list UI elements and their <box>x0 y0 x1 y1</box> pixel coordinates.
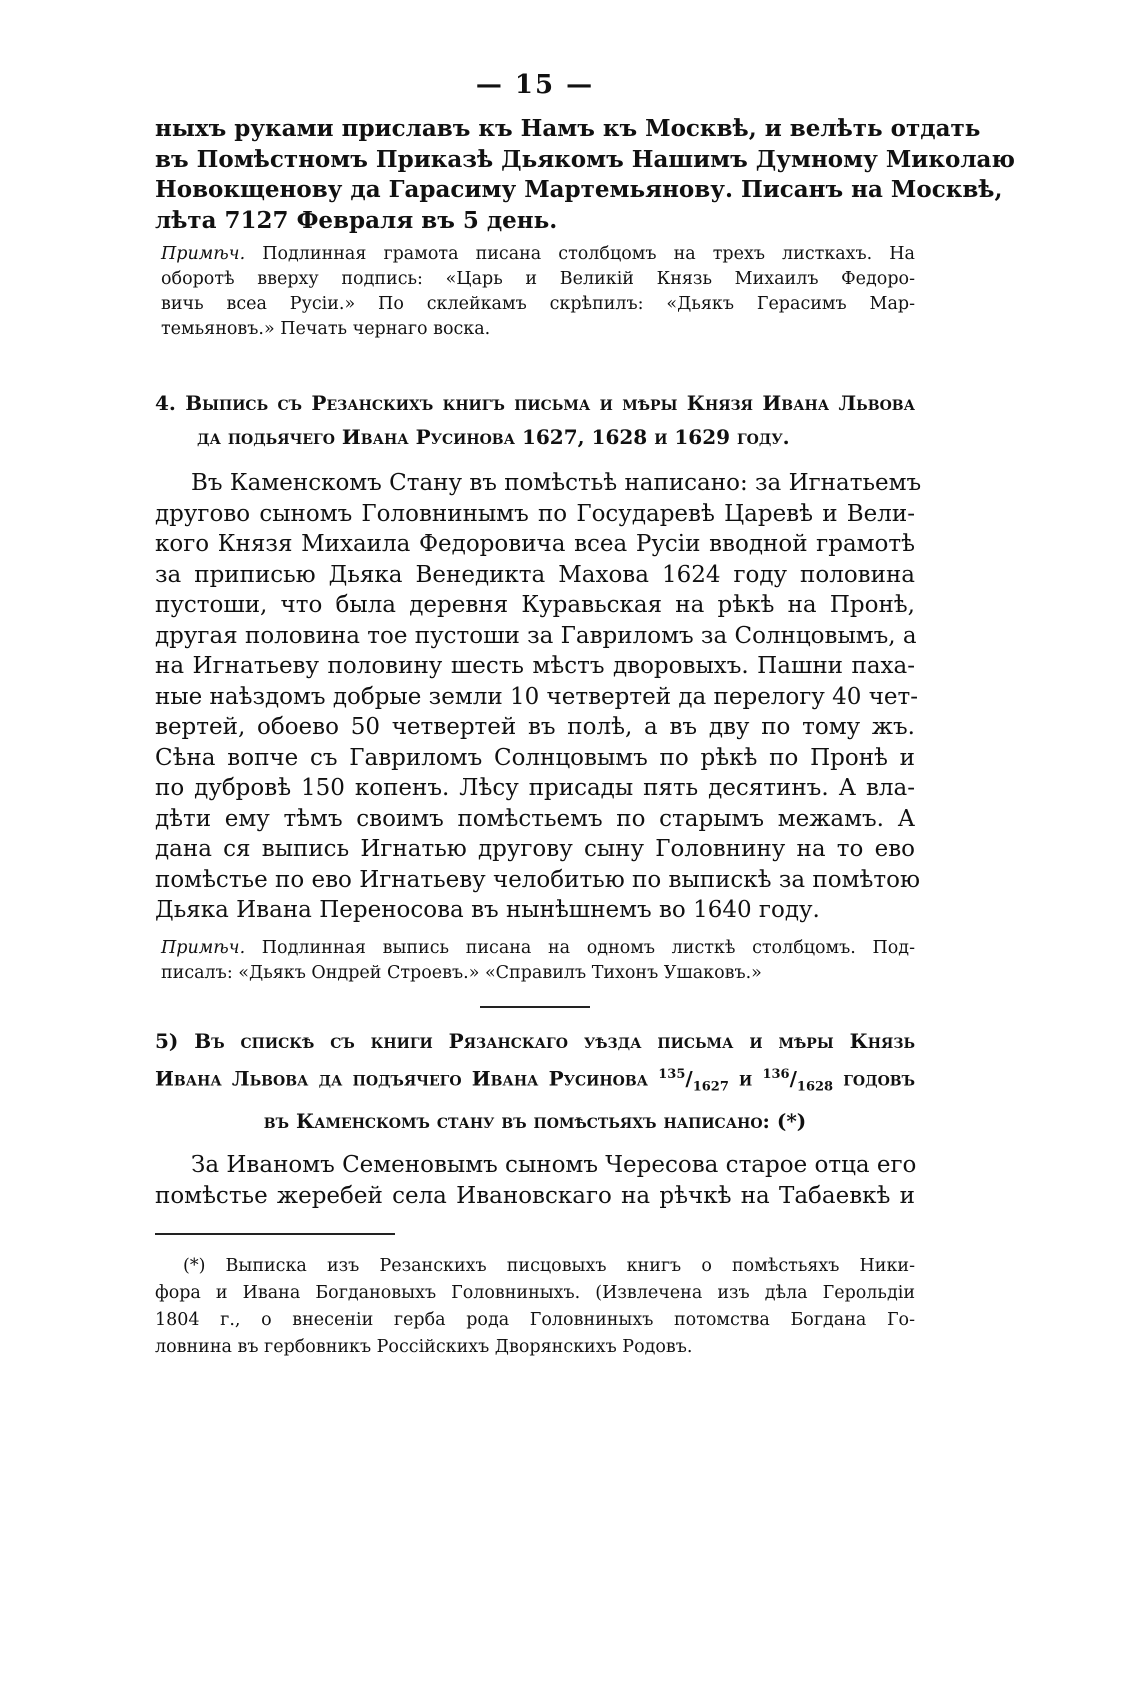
text-line: Новокщенову да Гарасиму Мартемьянову. Писанъ на Москвѣ, <box>155 176 1003 203</box>
heading-text: и <box>739 1066 753 1091</box>
text-line: ныхъ руками приславъ къ Намъ къ Москвѣ, и велѣть отдать <box>155 115 981 142</box>
heading-line: 5) Въ спискѣ съ книги Рязанскаго уѣзда письма и мѣры Князь <box>155 1028 915 1053</box>
text-line: ные наѣздомъ добрые земли 10 четвертей да перелогу 40 чет- <box>155 683 919 710</box>
note-line <box>161 242 915 267</box>
text-line: помѣстье по ево Игнатьеву челобитью по выпискѣ за помѣтою <box>155 866 920 893</box>
footnote-line: ловнина въ гербовникъ Россійскихъ Дворянскихъ Родовъ. <box>155 1337 693 1358</box>
heading-line: въ Каменскомъ стану въ помѣстьяхъ написано: (*) <box>263 1109 807 1134</box>
heading-line: да подьячего Ивана Русинова 1627, 1628 и 1629 году. <box>197 425 790 449</box>
section-4-body <box>155 468 922 926</box>
note-1 <box>155 242 915 342</box>
section-4-heading <box>155 386 915 454</box>
footnote-rule <box>155 1233 395 1235</box>
note-2 <box>155 936 915 986</box>
heading-line: 4. Выпись съ Резанскихъ книгъ письма и мѣры Князя Ивана Львова <box>155 391 915 415</box>
text-line: Въ Каменскомъ Стану въ помѣстьѣ написано: за Игнатьемъ <box>191 470 922 496</box>
text-line: дана ся выпись Игнатью другову сыну Головнину на то ево <box>155 836 915 862</box>
text-line: по дубровѣ 150 копенъ. Лѣсу присады пять десятинъ. А вла- <box>155 775 915 801</box>
note-text: Подлинная выпись писана на одномъ листкѣ столбцомъ. Под- <box>261 937 915 958</box>
text-line: дѣти ему тѣмъ своимъ помѣстьемъ по старымъ межамъ. А <box>155 805 915 832</box>
text-line: вертей, обоево 50 четвертей въ полѣ, а въ дву по тому жъ. <box>155 714 915 740</box>
note-text: Подлинная грамота писана столбцомъ на трехъ листкахъ. На <box>262 244 915 264</box>
document-page <box>155 70 1016 1361</box>
text-line: другово сыномъ Головнинымъ по Государевѣ Царевѣ и Вели- <box>155 500 915 527</box>
text-line: лѣта 7127 Февраля въ 5 день. <box>155 206 558 234</box>
footnote <box>155 1253 915 1361</box>
fraction-denominator: 1628 <box>796 1079 834 1095</box>
text-line: Сѣна вопче съ Гавриломъ Солнцовымъ по рѣкѣ по Пронѣ и <box>155 744 915 771</box>
note-line <box>161 936 915 961</box>
fraction-numerator: 135 <box>658 1066 686 1082</box>
note-line: темьяновъ.» Печать чернаго воска. <box>161 319 491 339</box>
footnote-line: (*) Выписка изъ Резанскихъ писцовыхъ книгъ о помѣстьяхъ Ники- <box>183 1256 915 1277</box>
note-label: Примѣч. <box>161 937 246 958</box>
fraction-denominator: 1627 <box>692 1079 729 1095</box>
charter-ending-paragraph <box>155 114 1016 236</box>
fraction-numerator: 136 <box>762 1066 790 1082</box>
page-number: — 15 — <box>475 70 595 100</box>
note-line: оборотѣ вверху подпись: «Царь и Великій Князь Михаилъ Федоро- <box>161 269 915 289</box>
footnote-line: 1804 г., о внесеніи герба рода Головниныхъ потомства Богдана Го- <box>155 1310 915 1331</box>
text-line: другая половина тое пустоши за Гавриломъ за Солнцовымъ, а <box>155 622 917 649</box>
note-line: вичь всеа Русіи.» По склейкамъ скрѣпилъ: «Дьякъ Герасимъ Мар- <box>161 294 915 314</box>
section-5-body <box>155 1150 915 1211</box>
section-5-heading <box>155 1024 915 1139</box>
text-line: помѣстье жеребей села Ивановскаго на рѣчкѣ на Табаевкѣ и <box>155 1182 915 1209</box>
text-line: Дьяка Ивана Переносова въ нынѣшнемъ во 1640 году. <box>155 897 820 923</box>
footnote-line: фора и Ивана Богдановыхъ Головниныхъ. (Извлечена изъ дѣла Герольдіи <box>155 1283 915 1304</box>
text-line: кого Князя Михаила Федоровича всеа Русіи вводной грамотѣ <box>155 531 915 557</box>
heading-line: Ивана Львова да подъячего Ивана Русинова $^{135}/_{1627}$ и $^{136}/_{1628}$ годовъ <box>155 1066 915 1095</box>
text-line: за приписью Дьяка Венедикта Махова 1624 году половина <box>155 561 915 588</box>
text-line: на Игнатьеву половину шесть мѣстъ дворовыхъ. Пашни паха- <box>155 653 915 679</box>
text-line: въ Помѣстномъ Приказѣ Дьякомъ Нашимъ Думному Миколаю <box>155 145 1016 173</box>
note-line: писалъ: «Дьякъ Ондрей Строевъ.» «Справилъ Тихонъ Ушаковъ.» <box>161 962 762 983</box>
heading-text: Ивана Львова да подъячего Ивана Русинова <box>155 1066 649 1091</box>
note-label: Примѣч. <box>161 244 246 264</box>
text-line: За Иваномъ Семеновымъ сыномъ Чересова старое отца его <box>191 1152 917 1179</box>
text-line: пустоши, что была деревня Куравьская на рѣкѣ на Пронѣ, <box>155 592 915 618</box>
heading-text: годовъ <box>843 1066 915 1091</box>
